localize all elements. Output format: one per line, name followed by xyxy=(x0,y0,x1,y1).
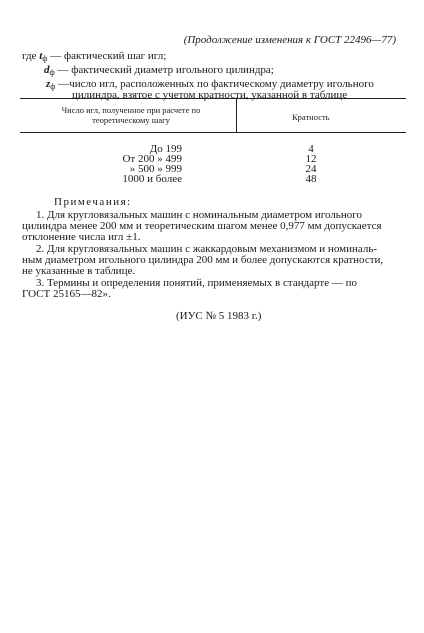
table-cell-count: От 200 » 499 xyxy=(122,153,182,165)
table-cell-multiplicity: 12 xyxy=(305,153,317,165)
table-cell-multiplicity: 24 xyxy=(305,163,317,175)
table-cell-multiplicity: 4 xyxy=(308,143,314,155)
definition-d: $d_ф$ — фактический диаметр игольного цилиндра; xyxy=(44,64,274,77)
continuation-header: (Продолжение изменения к ГОСТ 22496—77) xyxy=(183,34,396,46)
note-line: не указанные в таблице. xyxy=(22,265,136,277)
reference: (ИУС № 5 1983 г.) xyxy=(176,310,262,322)
notes-title: Примечания: xyxy=(54,196,132,208)
definition-z: $z_ф$ —число игл, расположенных по фактическому диаметру игольного xyxy=(46,78,374,91)
table-cell-count: До 199 xyxy=(149,143,182,155)
table-header-rule xyxy=(20,132,406,133)
table-cell-count: 1000 и более xyxy=(122,173,182,185)
note-line: 3. Термины и определения понятий, применяемых в стандарте — по xyxy=(36,277,357,289)
table-header-count: Число игл, полученное при расчете по теоретическому шагу xyxy=(61,105,201,125)
note-line: ГОСТ 25165—82». xyxy=(22,288,111,300)
note-line: ным диаметром игольного цилиндра 200 мм и более допускаются кратности, xyxy=(22,254,384,266)
table-cell-multiplicity: 48 xyxy=(305,173,317,185)
table-header-multiplicity: Кратность xyxy=(292,112,330,122)
note-line: цилиндра менее 200 мм и теоретическим шагом менее 0,977 мм допускается xyxy=(22,220,382,232)
table-cell-count: » 500 » 999 xyxy=(129,163,182,175)
table-top-rule xyxy=(20,98,406,99)
definition-z-continuation: цилиндра, взятое с учетом кратности, указанной в таблице xyxy=(72,89,348,101)
note-line: 2. Для кругловязальных машин с жаккардовым механизмом и номиналь- xyxy=(36,243,377,255)
note-line: отклонение числа игл ±1. xyxy=(22,231,141,243)
note-line: 1. Для кругловязальных машин с номинальным диаметром игольного xyxy=(36,209,362,221)
definition-t: где $t_ф$ — фактический шаг игл; xyxy=(22,50,167,63)
table-header-divider xyxy=(236,98,237,132)
